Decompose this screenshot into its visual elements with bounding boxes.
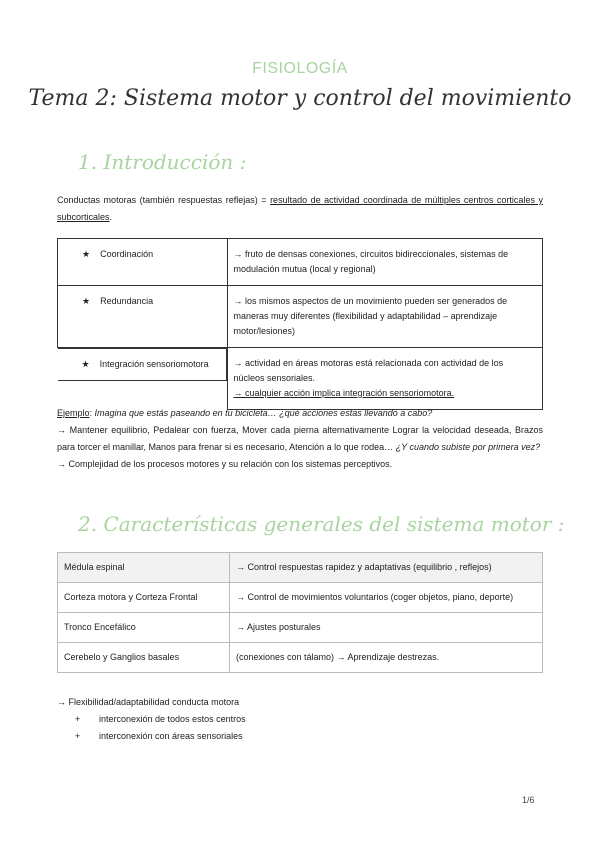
row-key: Coordinación — [100, 249, 154, 259]
list-item — [57, 728, 246, 745]
star-icon: ★ — [82, 249, 91, 259]
row-value-underlined: → cualquier acción implica integración sensoriomotora. — [233, 388, 455, 398]
row-key: Tronco Encefálico — [58, 613, 230, 643]
subject-header: FISIOLOGÍA — [252, 60, 348, 77]
row-key: Corteza motora y Corteza Frontal — [58, 583, 230, 613]
table-row — [58, 583, 543, 613]
example-conclusion: → Complejidad de los procesos motores y su relación con los sistemas perceptivos. — [57, 459, 393, 469]
row-value: → actividad en áreas motoras está relacionada con actividad de los núcleos sensoriales. — [233, 358, 504, 383]
row-value: → Control respuestas rapidez y adaptativas (equilibrio , reflejos) — [230, 553, 543, 583]
section-2-heading: 2. Características generales del sistema motor : — [78, 512, 565, 536]
table-row — [58, 348, 543, 410]
row-value: → los mismos aspectos de un movimiento pueden ser generados de maneras muy diferentes (flexibilidad y adaptabilidad – aprendizaje motor/lesiones) — [227, 286, 543, 348]
summary-text: → Flexibilidad/adaptabilidad conducta motora — [57, 697, 240, 707]
summary-block — [57, 694, 246, 745]
row-value: (conexiones con tálamo) → Aprendizaje destrezas. — [230, 643, 543, 673]
list-item-text: interconexión con áreas sensoriales — [99, 731, 243, 741]
table-row — [58, 239, 543, 286]
list-item-text: interconexión de todos estos centros — [99, 714, 246, 724]
star-icon: ★ — [82, 296, 91, 306]
example-label: Ejemplo — [57, 408, 90, 418]
plus-icon: + — [75, 714, 81, 724]
intro-end: . — [109, 212, 113, 222]
row-key: Médula espinal — [58, 553, 230, 583]
motor-system-table — [57, 552, 543, 673]
row-key: Redundancia — [100, 296, 154, 306]
table-row — [58, 286, 543, 348]
row-value: → Control de movimientos voluntarios (coger objetos, piano, deporte) — [230, 583, 543, 613]
table-row — [58, 553, 543, 583]
row-value: → fruto de densas conexiones, circuitos bidireccionales, sistemas de modulación mutua (local y regional) — [227, 239, 543, 286]
star-icon: ★ — [81, 359, 90, 369]
document-title: Tema 2: Sistema motor y control del movimiento — [28, 86, 572, 111]
intro-underlined: resultado de actividad coordinada de múltiples centros corticales y subcorticales — [57, 195, 543, 222]
plus-icon: + — [75, 731, 81, 741]
intro-paragraph — [57, 192, 543, 226]
section-1-heading: 1. Introducción : — [78, 150, 247, 174]
row-key: Integración sensoriomotora — [99, 359, 209, 369]
example-question: Imagina que estás paseando en tu bicicleta… ¿qué acciones estas llevando a cabo? — [94, 408, 433, 418]
table-row — [58, 613, 543, 643]
row-key: Cerebelo y Ganglios basales — [58, 643, 230, 673]
page-number: 1/6 — [522, 795, 535, 805]
intro-text: Conductas motoras (también respuestas reflejas) = — [57, 195, 271, 205]
features-table — [57, 238, 543, 410]
example-answer-question: ¿Y cuando subiste por primera vez? — [395, 442, 541, 452]
example-answer: → Mantener equilibrio, Pedalear con fuerza, Mover cada pierna alternativamente Lograr la velocidad deseada, Brazos para torcer el manillar, Manos para frenar si es necesario, Atención a lo que rodea… — [57, 425, 543, 452]
table-row — [58, 643, 543, 673]
list-item — [57, 711, 246, 728]
example-block: Ejemplo: Imagina que estás paseando en tu bicicleta… ¿qué acciones estas llevando a cabo? → Mantener equilibrio, Pedalear con fuerza, Mover cada pierna alternativamente Lograr la velocidad deseada, Brazos para torcer el manillar, Manos para frenar si es necesario, Atención a lo que rodea… ¿Y cuando subiste por primera vez? → Complejidad de los procesos motores y su relación con los sistemas perceptivos. — [57, 405, 543, 473]
row-value: → Ajustes posturales — [230, 613, 543, 643]
